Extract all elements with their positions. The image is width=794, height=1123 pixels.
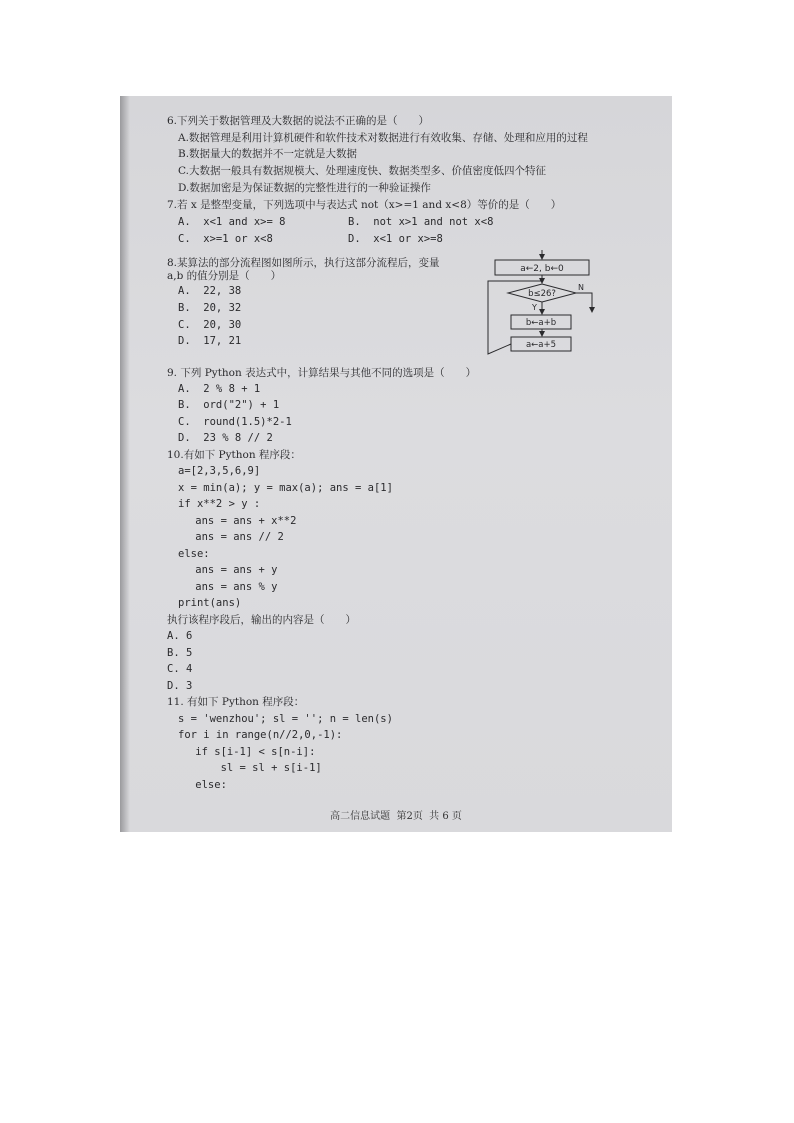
q7-option-c: C. x>=1 or x<8 — [178, 233, 273, 245]
exam-page-photo — [120, 96, 672, 832]
q10-code-line: if x**2 > y : — [178, 498, 261, 510]
flowchart — [480, 246, 610, 361]
q8-stem-line2: a,b 的值分别是（ ） — [167, 270, 282, 282]
q8-stem-line1: 8.某算法的部分流程图如图所示，执行这部分流程后，变量 — [167, 257, 440, 269]
q10-option-d: D. 3 — [167, 680, 193, 692]
q10-code-line: ans = ans // 2 — [170, 531, 284, 543]
q10-question: 执行该程序段后，输出的内容是（ ） — [167, 614, 356, 626]
q9-option-a: A. 2 % 8 + 1 — [178, 383, 261, 395]
q10-code-line: ans = ans + y — [170, 564, 278, 576]
flow-no-branch — [576, 293, 592, 312]
q9-option-d: D. 23 % 8 // 2 — [178, 432, 273, 444]
q6-stem: 6.下列关于数据管理及大数据的说法不正确的是（ ） — [167, 115, 430, 127]
q11-stem: 11. 有如下 Python 程序段： — [167, 696, 305, 708]
q6-option-d: D.数据加密是为保证数据的完整性进行的一种验证操作 — [178, 182, 431, 194]
q8-option-d: D. 17, 21 — [178, 335, 242, 347]
q10-code-line: print(ans) — [178, 597, 242, 609]
q10-code-line: a=[2,3,5,6,9] — [178, 465, 261, 477]
flow-init-text: a←2, b←0 — [520, 264, 564, 274]
q11-code-line: if s[i-1] < s[n-i]: — [170, 746, 316, 758]
q9-stem: 9. 下列 Python 表达式中，计算结果与其他不同的选项是（ ） — [167, 367, 477, 379]
flow-cond-text: b≤26? — [528, 289, 556, 299]
q8-option-c: C. 20, 30 — [178, 319, 242, 331]
q11-code-line: sl = sl + s[i-1] — [170, 762, 322, 774]
q10-code-line: x = min(a); y = max(a); ans = a[1] — [178, 482, 393, 494]
q7-option-a: A. x<1 and x>= 8 — [178, 216, 286, 228]
q10-code-line: ans = ans + x**2 — [170, 515, 297, 527]
q11-code-line: s = 'wenzhou'; sl = ''; n = len(s) — [178, 713, 393, 725]
flow-step2-text: a←a+5 — [525, 340, 557, 350]
q10-code-line: else: — [178, 548, 210, 560]
flow-step1-text: b←a+b — [525, 318, 557, 328]
q7-option-b: B. not x>1 and not x<8 — [348, 216, 494, 228]
q6-option-b: B.数据量大的数据并不一定就是大数据 — [178, 148, 358, 160]
flow-no-label: N — [578, 283, 584, 292]
q10-option-c: C. 4 — [167, 663, 193, 675]
q9-option-c: C. round(1.5)*2-1 — [178, 416, 292, 428]
q8-option-b: B. 20, 32 — [178, 302, 242, 314]
q6-option-c: C.大数据一般具有数据规模大、处理速度快、数据类型多、价值密度低四个特征 — [178, 165, 546, 177]
q10-stem: 10.有如下 Python 程序段： — [167, 449, 301, 461]
q7-option-d: D. x<1 or x>=8 — [348, 233, 443, 245]
q10-option-b: B. 5 — [167, 647, 193, 659]
q7-stem: 7.若 x 是整型变量，下列选项中与表达式 not（x>=1 and x<8）等价的是（ ） — [167, 199, 562, 211]
q6-option-a: A.数据管理是利用计算机硬件和软件技术对数据进行有效收集、存储、处理和应用的过程 — [178, 132, 588, 144]
flow-yes-label: Y — [532, 303, 537, 312]
page-footer: 高二信息试题 第2页 共 6 页 — [330, 811, 462, 822]
q10-option-a: A. 6 — [167, 630, 193, 642]
q11-code-line: for i in range(n//2,0,-1): — [178, 729, 343, 741]
q10-code-line: ans = ans % y — [170, 581, 278, 593]
q11-code-line: else: — [170, 779, 227, 791]
q9-option-b: B. ord("2") + 1 — [178, 399, 280, 411]
q8-option-a: A. 22, 38 — [178, 285, 242, 297]
